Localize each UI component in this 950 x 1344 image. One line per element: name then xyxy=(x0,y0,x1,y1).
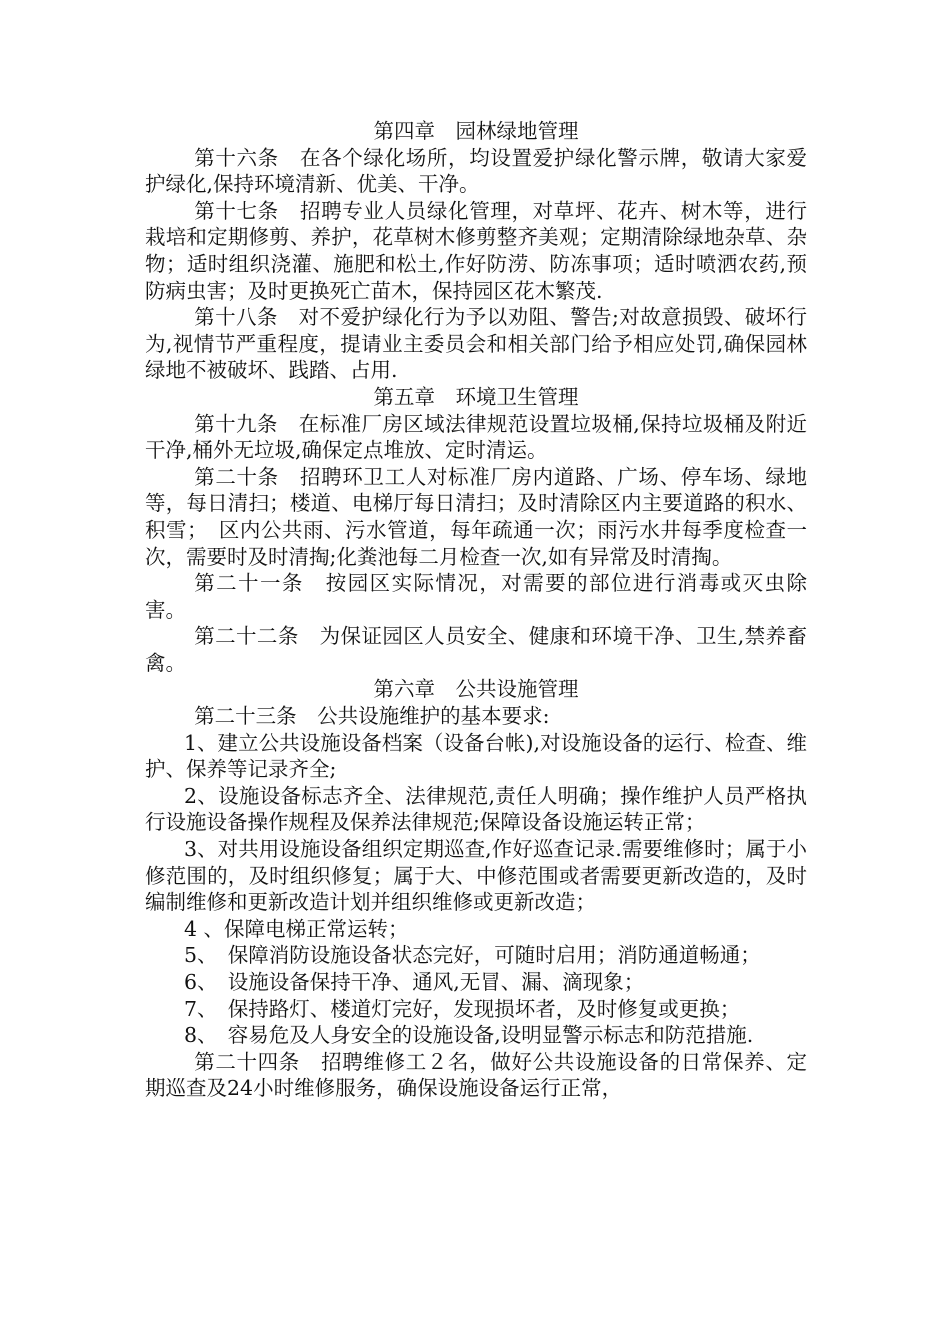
article-22: 第二十二条 为保证园区人员安全、健康和环境干净、卫生,禁养畜禽。 xyxy=(145,624,807,675)
article-23: 第二十三条 公共设施维护的基本要求: xyxy=(194,704,550,729)
article-20: 第二十条 招聘环卫工人对标准厂房内道路、广场、停车场、绿地等，每日清扫；楼道、电梯厅每日清扫；及时清除区内主要道路的积水、积雪； 区内公共雨、污水管道，每年疏通一次；雨污水井每季度检查一次，需要时及时清掏;化粪池每二月检查一次,如有异常及时清掏。 xyxy=(145,464,807,569)
list-item-2: 2、设施设备标志齐全、法律规范,责任人明确；操作维护人员严格执行设施设备操作规程及保养法律规范;保障设备设施运转正常； xyxy=(145,783,807,835)
list-item-1: 1、建立公共设施设备档案（设备台帐),对设施设备的运行、检查、维护、保养等记录齐全; xyxy=(145,730,807,782)
chapter-6-title: 第六章 公共设施管理 xyxy=(373,677,579,702)
list-item-5: 5、 保障消防设施设备状态完好，可随时启用；消防通道畅通； xyxy=(183,943,761,968)
article-18: 第十八条 对不爱护绿化行为予以劝阻、警告;对故意损毁、破坏行为,视情节严重程度，提请业主委员会和相关部门给予相应处罚,确保园林绿地不被破坏、践踏、占用. xyxy=(145,305,807,383)
list-item-4: 4 、保障电梯正常运转； xyxy=(183,916,409,941)
list-item-8: 8、 容易危及人身安全的设施设备,设明显警示标志和防范措施. xyxy=(183,1023,754,1048)
chapter-4-title: 第四章 园林绿地管理 xyxy=(373,119,579,143)
article-21: 第二十一条 按园区实际情况，对需要的部位进行消毒或灭虫除害。 xyxy=(145,571,807,622)
chapter-5-title: 第五章 环境卫生管理 xyxy=(373,384,579,409)
article-19: 第十九条 在标准厂房区域法律规范设置垃圾桶,保持垃圾桶及附近干净,桶外无垃圾,确保定点堆放、定时清运。 xyxy=(145,411,807,463)
article-16: 第十六条 在各个绿化场所，均设置爱护绿化警示牌，敬请大家爱护绿化,保持环境清新、优美、干净。 xyxy=(145,145,807,197)
article-17: 第十七条 招聘专业人员绿化管理，对草坪、花卉、树木等，进行栽培和定期修剪、养护，花草树木修剪整齐美观；定期清除绿地杂草、杂物；适时组织浇灌、施肥和松土,作好防涝、防冻事项；适时喷洒农药,预防病虫害；及时更换死亡苗木，保持园区花木繁茂. xyxy=(145,198,807,303)
list-item-6: 6、 设施设备保持干净、通风,无冒、漏、滴现象； xyxy=(183,970,645,994)
list-item-3: 3、对共用设施设备组织定期巡查,作好巡查记录.需要维修时；属于小修范围的，及时组织修复；属于大、中修范围或者需要更新改造的，及时编制维修和更新改造计划并组织维修或更新改造； xyxy=(145,837,807,915)
list-item-7: 7、 保持路灯、楼道灯完好，发现损坏者，及时修复或更换； xyxy=(183,996,741,1021)
document-page xyxy=(145,118,807,1102)
article-24: 第二十四条 招聘维修工２名，做好公共设施设备的日常保养、定期巡查及24小时维修服务，确保设施设备运行正常， xyxy=(145,1049,807,1101)
